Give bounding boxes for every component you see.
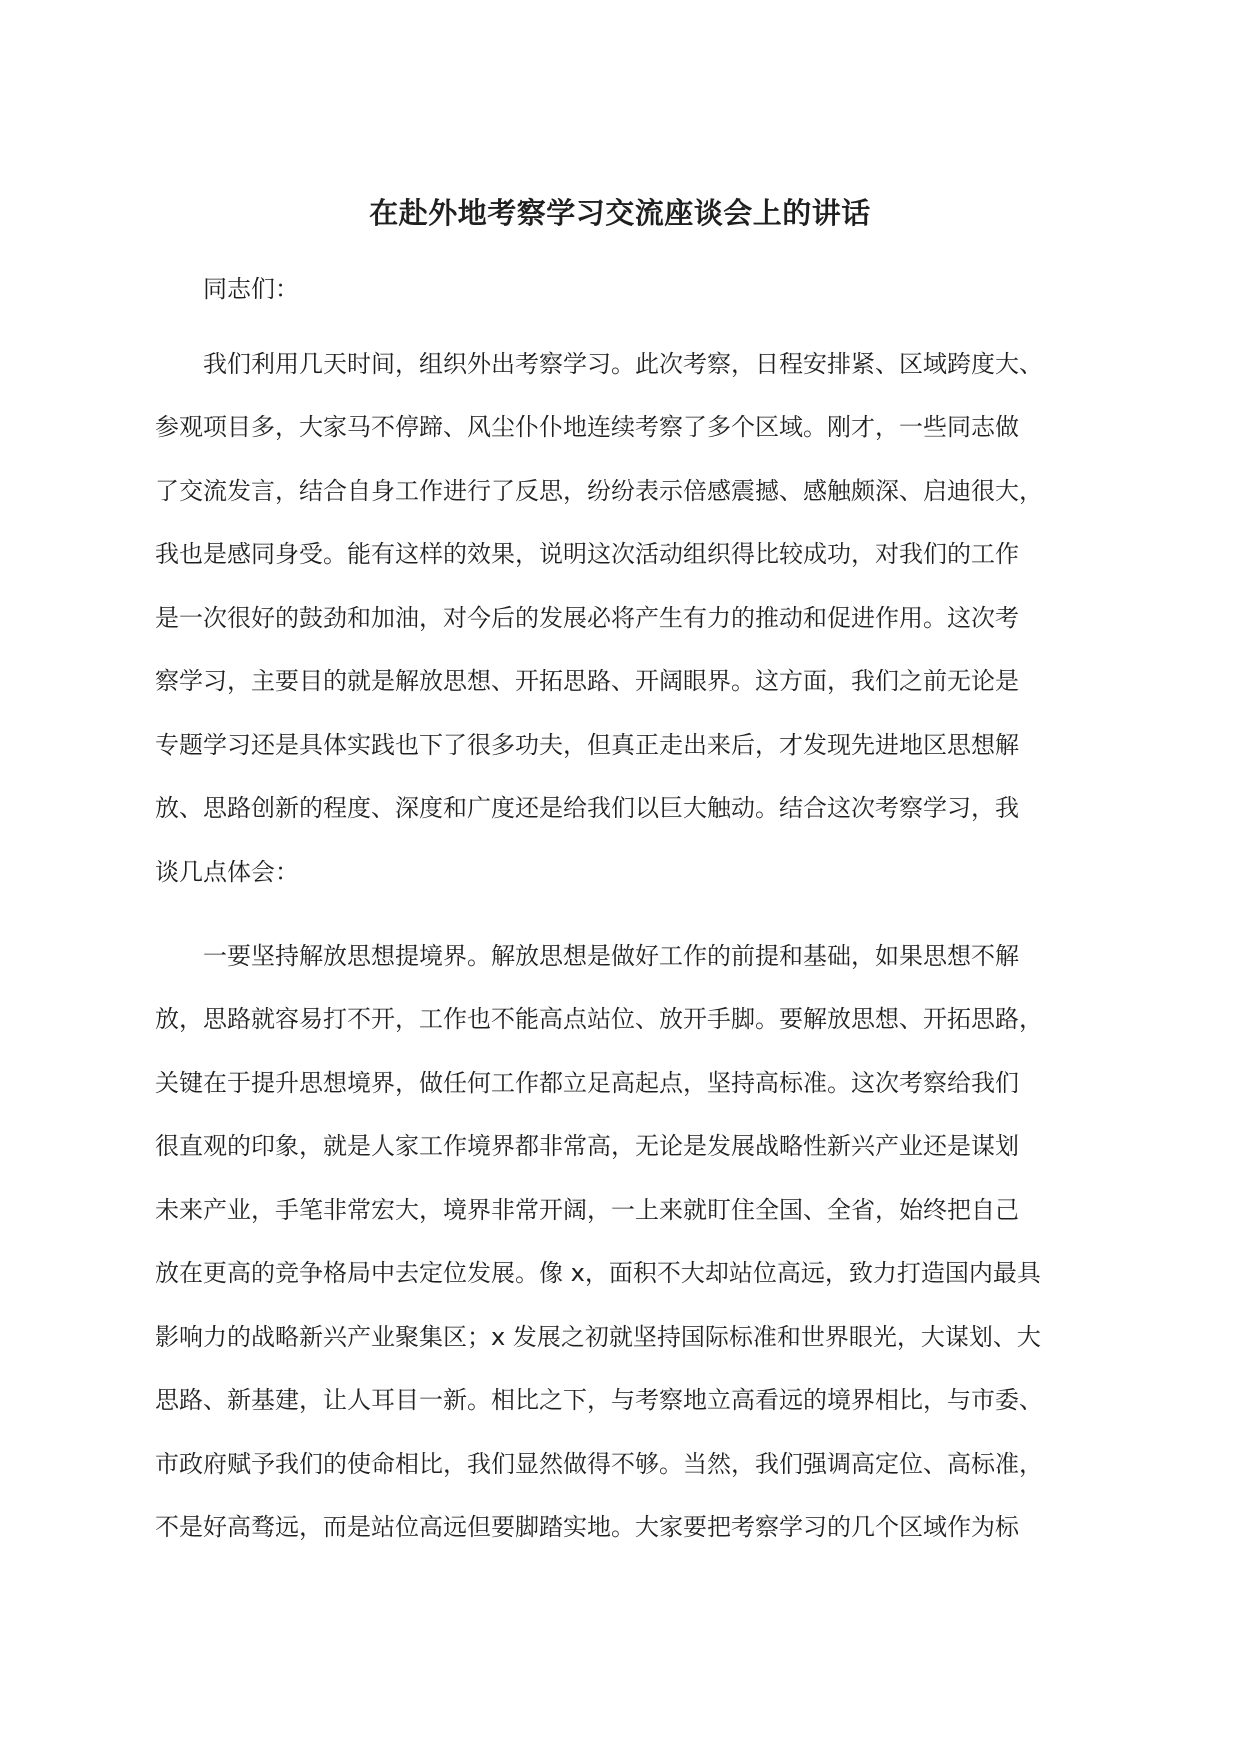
paragraph-1-line-6: 察学习，主要目的就是解放思想、开拓思路、开阔眼界。这方面，我们之前无论是 [155,667,1019,695]
paragraph-2-line-7: 影响力的战略新兴产业聚集区；x 发展之初就坚持国际标准和世界眼光，大谋划、大 [155,1323,1041,1351]
paragraph-2-line-4: 很直观的印象，就是人家工作境界都非常高，无论是发展战略性新兴产业还是谋划 [155,1132,1019,1160]
paragraph-2-line-3: 关键在于提升思想境界，做任何工作都立足高起点，坚持高标准。这次考察给我们 [155,1069,1019,1097]
paragraph-1-line-8: 放、思路创新的程度、深度和广度还是给我们以巨大触动。结合这次考察学习，我 [155,794,1019,822]
paragraph-2-line-9: 市政府赋予我们的使命相比，我们显然做得不够。当然，我们强调高定位、高标准， [155,1450,1043,1478]
paragraph-1-line-7: 专题学习还是具体实践也下了很多功夫，但真正走出来后，才发现先进地区思想解 [155,731,1019,759]
paragraph-2-line-6: 放在更高的竞争格局中去定位发展。像 x，面积不大却站位高远，致力打造国内最具 [155,1259,1041,1287]
paragraph-1-line-3: 了交流发言，结合自身工作进行了反思，纷纷表示倍感震撼、感触颇深、启迪很大， [155,477,1043,505]
paragraph-2-line-10: 不是好高骛远，而是站位高远但要脚踏实地。大家要把考察学习的几个区域作为标 [155,1513,1019,1541]
paragraph-1-line-5: 是一次很好的鼓劲和加油，对今后的发展必将产生有力的推动和促进作用。这次考 [155,604,1019,632]
paragraph-2-line-2: 放，思路就容易打不开，工作也不能高点站位、放开手脚。要解放思想、开拓思路， [155,1005,1043,1033]
salutation: 同志们： [203,275,299,303]
paragraph-1-line-1: 我们利用几天时间，组织外出考察学习。此次考察，日程安排紧、区域跨度大、 [203,350,1043,378]
paragraph-1-line-4: 我也是感同身受。能有这样的效果，说明这次活动组织得比较成功，对我们的工作 [155,540,1019,568]
paragraph-1-line-9: 谈几点体会： [155,858,299,886]
paragraph-2-line-1: 一要坚持解放思想提境界。解放思想是做好工作的前提和基础，如果思想不解 [203,942,1019,970]
document-title: 在赴外地考察学习交流座谈会上的讲话 [369,196,871,230]
paragraph-2-line-5: 未来产业，手笔非常宏大，境界非常开阔，一上来就盯住全国、全省，始终把自己 [155,1196,1019,1224]
paragraph-2-line-8: 思路、新基建，让人耳目一新。相比之下，与考察地立高看远的境界相比，与市委、 [155,1386,1043,1414]
paragraph-1-line-2: 参观项目多，大家马不停蹄、风尘仆仆地连续考察了多个区域。刚才，一些同志做 [155,413,1019,441]
